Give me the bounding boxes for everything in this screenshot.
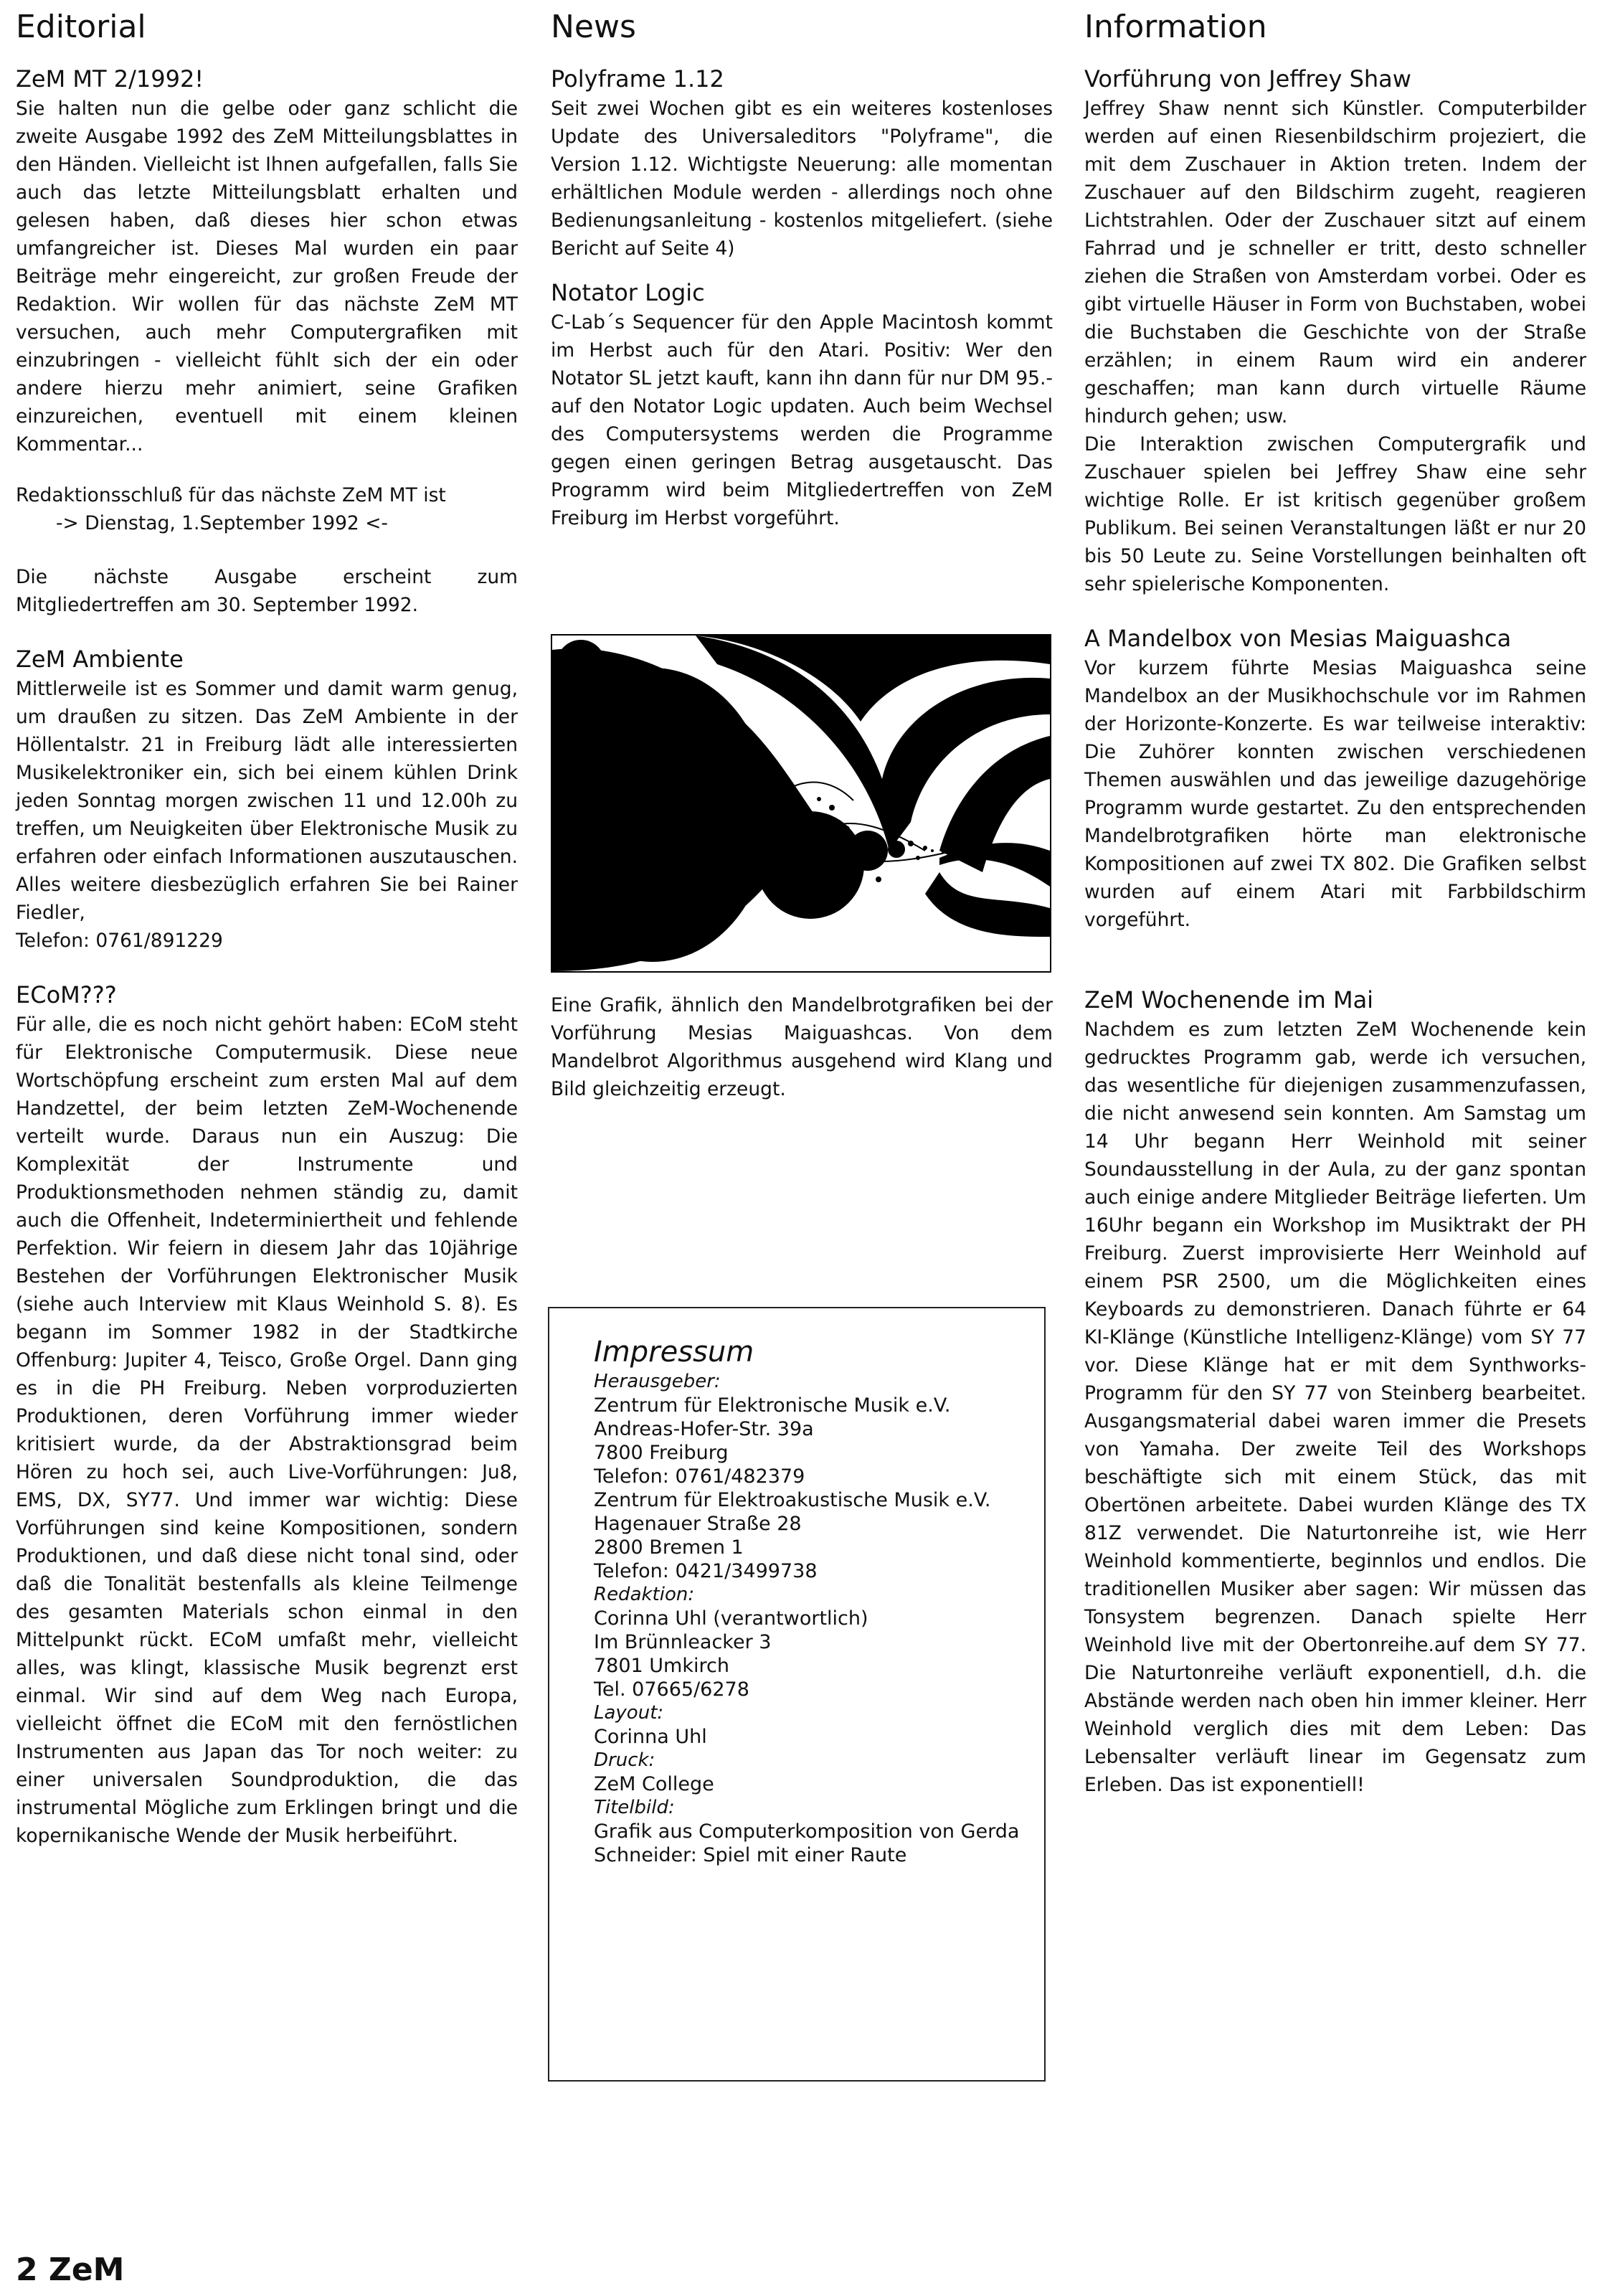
mandelbrot-graphic — [552, 636, 1050, 971]
impressum-line: Andreas-Hofer-Str. 39a — [594, 1418, 814, 1440]
impressum-line: Schneider: Spiel mit einer Raute — [594, 1844, 907, 1866]
impressum-line: Tel. 07665/6278 — [594, 1678, 749, 1701]
figure-caption: Eine Grafik, ähnlich den Mandelbrotgrafiken bei der Vorführung Mesias Maiguashcas. Von dem Mandelbrot Algorithmus ausgehend wird Klang und Bild gleichzeitig erzeugt. — [551, 994, 1053, 1100]
article-title-notator-logic: Notator Logic — [551, 279, 705, 306]
impressum-label-redaktion: Redaktion: — [594, 1584, 695, 1605]
impressum-line: ZeM College — [594, 1773, 714, 1795]
article-title-ecom: ECoM??? — [16, 981, 117, 1008]
impressum-label-herausgeber: Herausgeber: — [594, 1371, 721, 1392]
article-paragraph: Mittlerweile ist es Sommer und damit warm genug, um draußen zu sitzen. Das ZeM Ambiente in der Höllentalstr. 21 in Freiburg lädt alle interessierten Musikelektroniker ein, sich bei einem kühlen Drink jeden Sonntag morgen zwischen 11 und 12.00h zu treffen, um Neuigkeiten über Elektronische Musik zu erfahren oder einfach Informationen auszutauschen. Alles weitere diesbezüglich erfahren Sie bei Rainer Fiedler, — [16, 678, 518, 924]
section-title-information: Information — [1084, 9, 1267, 45]
impressum-box — [548, 1307, 1046, 2082]
impressum-title: Impressum — [594, 1336, 754, 1369]
article-title-polyframe: Polyframe 1.12 — [551, 65, 724, 93]
article-paragraph: Nachdem es zum letzten ZeM Wochenende kein gedrucktes Programm gab, werde ich versuchen, das wesentliche für diejenigen zusammenzufassen, die nicht anwesend sein konnten. Am Samstag um 14 Uhr begann Herr Weinhold mit seiner Soundausstellung in der Aula, zu der ganz spontan auch einige andere Mitglieder Beiträge lieferten. Um 16Uhr begann ein Workshop im Musiktrakt der PH Freiburg. Zuerst improvisierte Herr Weinhold auf einem PSR 2500, um die Möglichkeiten eines Keyboards zu demonstrieren. Danach führte er 64 KI-Klänge (Künstliche Intelligenz-Klänge) vom SY 77 vor. Diese Klänge hat er mit dem Synthworks-Programm für den SY 77 von Steinberg bearbeitet. Ausgangsmaterial dabei waren immer die Presets von Yamaha. Der zweite Teil des Workshops beschäftigte sich mit einem Stück, das mit Obertönen arbeitete. Dabei wurden Klänge des TX 81Z verwendet. Die Naturtonreihe ist, wie Herr Weinhold kommentierte, beginnlos und endlos. Die traditionellen Musiker aber sagen: Wir müssen das Tonsystem begrenzen. Danach spielte Herr Weinhold live mit der Obertonreihe.auf dem SY 77. Die Naturtonreihe verläuft exponentiell, d.h. die Abstände werden nach oben hin immer kleiner. Herr Weinhold verglich dies mit dem Leben: Das Lebensalter verläuft linear im Gegensatz zum Erleben. Das ist exponentiell! — [1084, 1019, 1586, 1796]
mandelbrot-figure — [551, 634, 1051, 973]
impressum-line: Hagenauer Straße 28 — [594, 1513, 802, 1535]
impressum-label-druck: Druck: — [594, 1749, 655, 1771]
column-news — [551, 0, 1053, 1103]
article-title-mandelbox: A Mandelbox von Mesias Maiguashca — [1084, 625, 1512, 652]
impressum-line: Grafik aus Computerkomposition von Gerda — [594, 1820, 1020, 1843]
impressum-label-titelbild: Titelbild: — [594, 1797, 675, 1818]
impressum-line: Zentrum für Elektroakustische Musik e.V. — [594, 1489, 991, 1511]
article-title-wochenende: ZeM Wochenende im Mai — [1084, 986, 1374, 1014]
impressum-line: Corinna Uhl — [594, 1726, 707, 1748]
article-paragraph: Für alle, die es noch nicht gehört haben: ECoM steht für Elektronische Computermusik. Diese neue Wortschöpfung erscheint zum ersten Mal auf dem Handzettel, der beim letzten ZeM-Wochenende verteilt wurde. Daraus nun ein Auszug: Die Komplexität der Instrumente und Produktionsmethoden nehmen ständig zu, damit auch die Offenheit, Indeterminiertheit und fehlende Perfektion. Wir feiern in diesem Jahr das 10jährige Bestehen der Vorführungen Elektronischer Musik (siehe auch Interview mit Klaus Weinhold S. 8). Es begann im Sommer 1982 in der Stadtkirche Offenburg: Jupiter 4, Teisco, Große Orgel. Dann ging es in die PH Freiburg. Neben vorproduzierten Produktionen, deren Vorführung immer wieder kritisiert wurde, da der Abstraktionsgrad beim Hören zu hoch sei, auch Live-Vorführungen: Ju8, EMS, DX, SY77. Und immer war wichtig: Diese Vorführungen sind keine Kompositionen, sondern Produktionen, und daß diese nicht tonal sind, oder daß die Tonalität bestenfalls als kleine Teilmenge des gesamten Materials schon einmal in den Mittelpunkt rückt. ECoM umfaßt mehr, vielleicht alles, was klingt, klassische Musik begrenzt erst einmal. Wir sind auf dem Weg nach Europa, vielleicht öffnet die ECoM mit den fernöstlichen Instrumenten aus Japan das Tor noch weiter: zu einer universalen Soundproduktion, die das instrumental Mögliche zum Erklingen bringt und die kopernikanische Wende der Musik herbeiführt. — [16, 1014, 518, 1847]
impressum-label-layout: Layout: — [594, 1702, 664, 1724]
column-editorial — [16, 0, 518, 1850]
next-issue-note: Die nächste Ausgabe erscheint zum Mitgliedertreffen am 30. September 1992. — [16, 566, 518, 616]
impressum-line: 2800 Bremen 1 — [594, 1536, 744, 1559]
column-information — [1084, 0, 1586, 1799]
article-paragraph: Sie halten nun die gelbe oder ganz schlicht die zweite Ausgabe 1992 des ZeM Mitteilungsblattes in den Händen. Vielleicht ist Ihnen aufgefallen, falls Sie auch das letzte Mitteilungsblatt erhalten und gelesen haben, daß dieses hier schon etwas umfangreicher ist. Dieses Mal wurden ein paar Beiträge mehr eingereicht, zur großen Freude der Redaktion. Wir wollen für das nächste ZeM MT versuchen, auch mehr Computergrafiken mit einzubringen - vielleicht fühlt sich der ein oder andere hierzu mehr animiert, seine Grafiken einzureichen, eventuell mit einem kleinen Kommentar... — [16, 98, 518, 455]
impressum-line: 7800 Freiburg — [594, 1442, 729, 1464]
impressum-line: Zentrum für Elektronische Musik e.V. — [594, 1394, 951, 1417]
page-footer-label: 2 ZeM — [16, 2252, 125, 2288]
article-paragraph: Die Interaktion zwischen Computergrafik und Zuschauer spielen bei Jeffrey Shaw eine sehr wichtige Rolle. Er ist kritisch gegenüber großem Publikum. Bei seinen Veranstaltungen läßt er nur 20 bis 50 Leute zu. Seine Vorstellungen beinhalten oft sehr spielerische Komponenten. — [1084, 433, 1586, 595]
impressum-line: Telefon: 0421/3499738 — [594, 1560, 818, 1582]
article-title-jeffrey-shaw: Vorführung von Jeffrey Shaw — [1084, 65, 1411, 93]
section-title-editorial: Editorial — [16, 9, 146, 45]
article-title-zem-mt: ZeM MT 2/1992! — [16, 65, 204, 93]
article-paragraph: Vor kurzem führte Mesias Maiguashca seine Mandelbox an der Musikhochschule vor im Rahmen der Horizonte-Konzerte. Es war teilweise interaktiv: Die Zuhörer konnten zwischen verschiedenen Themen auswählen und das jeweilige dazugehörige Programm wurde gestartet. Zu den entsprechenden Mandelbrotgrafiken hörte man elektronische Kompositionen auf zwei TX 802. Die Grafiken selbst wurden auf einem Atari mit Farbbildschirm vorgeführt. — [1084, 657, 1586, 931]
article-title-ambiente: ZeM Ambiente — [16, 646, 184, 673]
impressum-line: Im Brünnleacker 3 — [594, 1631, 772, 1653]
impressum-line: Telefon: 0761/482379 — [594, 1465, 805, 1488]
article-paragraph: Seit zwei Wochen gibt es ein weiteres kostenloses Update des Universaleditors "Polyframe", die Version 1.12. Wichtigste Neuerung: alle momentan erhältlichen Module werden - allerdings noch ohne Bedienungsanleitung - kostenlos mitgeliefert. (siehe Bericht auf Seite 4) — [551, 98, 1053, 260]
article-paragraph: Jeffrey Shaw nennt sich Künstler. Computerbilder werden auf einen Riesenbildschirm projeziert, die mit dem Zuschauer in Aktion treten. Indem der Zuschauer auf den Bildschirm zugeht, reagieren Lichtstrahlen. Oder der Zuschauer sitzt auf einem Fahrrad und je schneller er tritt, desto schneller ziehen die Straßen von Amsterdam vorbei. Oder es gibt virtuelle Häuser in Form von Buchstaben, wobei die Buchstaben die Geschichte von der Straße erzählen; in einem Raum wird ein anderer geschaffen; man kann durch virtuelle Räume hindurch gehen; usw. — [1084, 98, 1586, 427]
deadline-date: -> Dienstag, 1.September 1992 <- — [56, 512, 388, 534]
contact-phone: Telefon: 0761/891229 — [16, 930, 223, 952]
article-paragraph: C-Lab´s Sequencer für den Apple Macintosh kommt im Herbst auch für den Atari. Positiv: Wer den Notator SL jetzt kauft, kann ihn dann für nur DM 95.- auf den Notator Logic updaten. Auch beim Wechsel des Computersystems werden die Programme gegen einen geringen Betrag ausgetauscht. Das Programm wird beim Mitgliedertreffen von ZeM Freiburg im Herbst vorgeführt. — [551, 311, 1053, 529]
deadline-intro: Redaktionsschluß für das nächste ZeM MT ist — [16, 484, 446, 506]
section-title-news: News — [551, 9, 636, 45]
impressum-line: 7801 Umkirch — [594, 1655, 729, 1677]
impressum-line: Corinna Uhl (verantwortlich) — [594, 1607, 868, 1630]
